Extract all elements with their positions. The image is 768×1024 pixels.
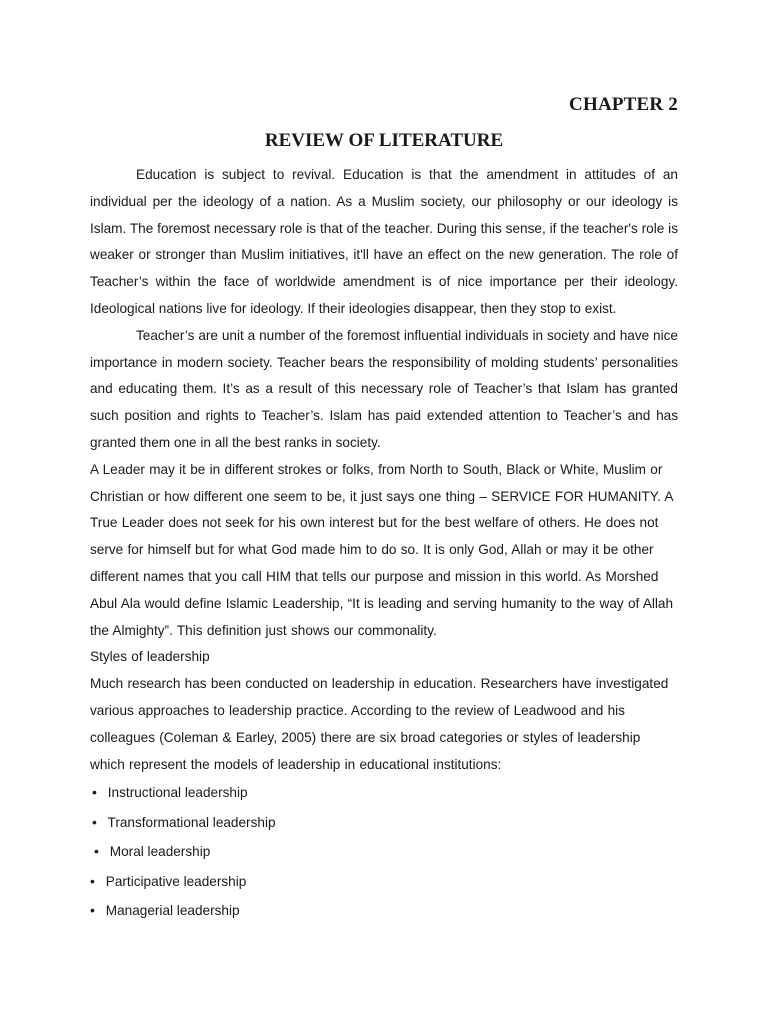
bullet-icon: • <box>90 872 95 889</box>
bullet-icon: • <box>90 902 95 919</box>
paragraph-teachers: Teacher’s are unit a number of the foremost influential individuals in society and have nice importance in modern society. Teacher bears the responsibility of molding students’ personalities and educating them. It’s as a result of this necessary role of Teacher’s that Islam has granted such position and rights to Teacher’s. Islam has paid extended attention to Teacher’s and has granted them one in all the best ranks in society. <box>90 327 678 450</box>
section-subheading: Styles of leadership <box>90 649 210 665</box>
paragraph-leader: A Leader may it be in different strokes or folks, from North to South, Black or White, Muslim or Christian or how different one seem to be, it just says one thing – SERVICE FOR HUMANITY. A True Leader does not seek for his own interest but for the best welfare of others. He does not serve for himself but for what God made him to do so. It is only God, Allah or may it be other different names that you call HIM that tells our purpose and mission in this world. As Morshed Abul Ala would define Islamic Leadership, “It is leading and serving humanity to the way of Allah the Almighty”. This definition just shows our commonality. <box>90 461 674 638</box>
bullet-icon: • <box>94 843 99 860</box>
list-item <box>90 778 678 808</box>
list-item <box>90 896 678 926</box>
list-item <box>90 867 678 897</box>
list-item-label: Transformational leadership <box>107 814 276 830</box>
paragraph-research: Much research has been conducted on leadership in education. Researchers have investigated various approaches to leadership practice. According to the review of Leadwood and his colleagues (Coleman & Earley, 2005) there are six broad categories or styles of leadership which represent the models of leadership in educational institutions: <box>90 676 669 772</box>
list-item-label: Participative leadership <box>105 873 247 889</box>
leadership-styles-list <box>90 778 678 926</box>
list-item <box>90 837 678 867</box>
bullet-icon: • <box>92 784 97 801</box>
paragraph-education: Education is subject to revival. Education is that the amendment in attitudes of an individual per the ideology of a nation. As a Muslim society, our philosophy or our ideology is Islam. The foremost necessary role is that of the teacher. During this sense, if the teacher's role is weaker or stronger than Muslim initiatives, it'll have an effect on the new generation. The role of Teacher’s within the face of worldwide amendment is of nice importance per their ideology. Ideological nations live for ideology. If their ideologies disappear, then they stop to exist. <box>90 167 678 316</box>
chapter-heading: CHAPTER 2 <box>569 94 678 115</box>
list-item <box>90 808 678 838</box>
bullet-icon: • <box>92 813 97 830</box>
document-body <box>90 162 678 926</box>
page-title: REVIEW OF LITERATURE <box>264 130 504 151</box>
list-item-label: Instructional leadership <box>107 785 248 801</box>
list-item-label: Managerial leadership <box>105 903 240 919</box>
list-item-label: Moral leadership <box>109 844 211 860</box>
